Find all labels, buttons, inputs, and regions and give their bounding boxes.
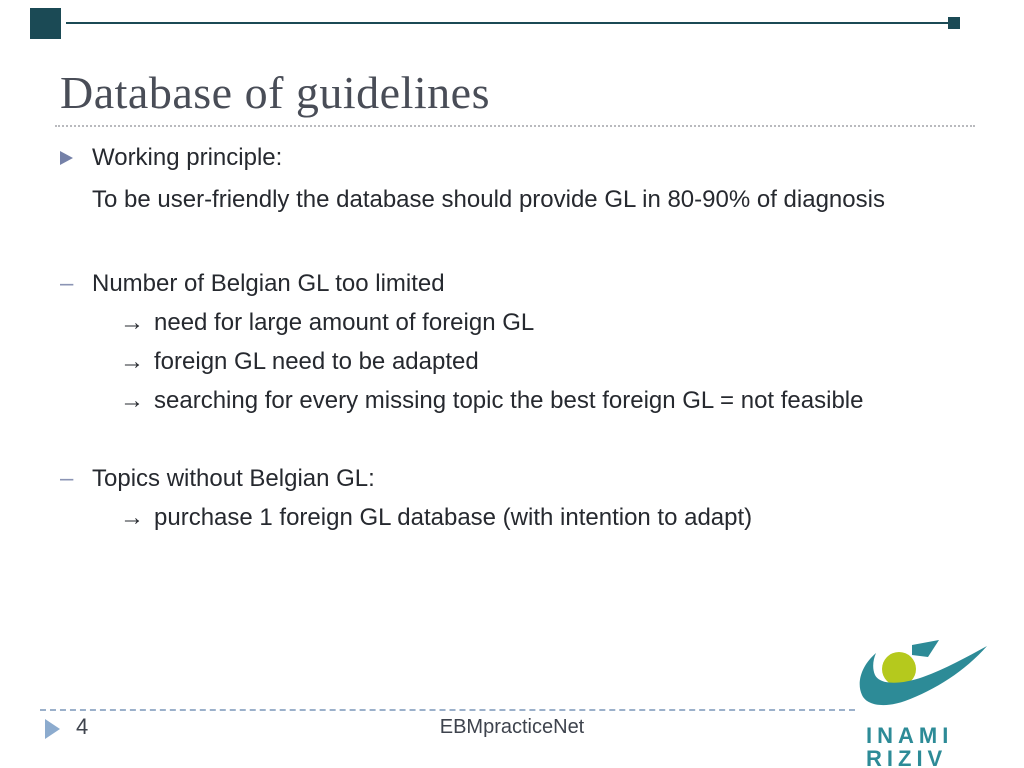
header-accent-square [30, 8, 61, 39]
logo-text-line2: RIZIV [866, 746, 948, 768]
arrow-item-text: need for large amount of foreign GL [154, 309, 535, 336]
footer-text: EBMpracticeNet [439, 716, 585, 738]
arrow-item-text: purchase 1 foreign GL database (with intention to adapt) [154, 504, 753, 531]
logo-flag [912, 640, 939, 657]
arrow-icon: → [120, 387, 144, 414]
arrow-item [60, 348, 990, 376]
header-accent-rule [66, 22, 948, 24]
inami-riziv-logo [855, 638, 1005, 768]
triangle-bullet-icon [60, 144, 92, 172]
dash-bullet-icon: – [60, 270, 74, 297]
dash-item-text: Topics without Belgian GL: [92, 465, 375, 492]
dash-item-topics-without [60, 465, 990, 493]
dash-item-belgian-gl [60, 270, 990, 298]
slide-title: Database of guidelines [60, 67, 490, 118]
page-number: 4 [76, 714, 89, 739]
arrow-item [60, 387, 990, 415]
footer-divider-dashed [40, 709, 855, 711]
dash-bullet-icon: – [60, 465, 74, 492]
bullet-text: Working principle: [92, 144, 283, 171]
logo-text-line1: INAMI [866, 723, 954, 748]
detail-text: To be user-friendly the database should provide GL in 80-90% of diagnosis [92, 186, 885, 213]
slide-body [60, 144, 990, 532]
dash-item-text: Number of Belgian GL too limited [92, 270, 445, 297]
arrow-icon: → [120, 348, 144, 375]
title-divider-dotted [55, 125, 975, 127]
arrow-item [60, 309, 990, 337]
bullet-item-working-principle [60, 144, 990, 172]
arrow-icon: → [120, 309, 144, 336]
header-accent-endcap [948, 17, 960, 29]
arrow-item [60, 504, 990, 532]
arrow-item-text: searching for every missing topic the best foreign GL = not feasible [154, 387, 864, 414]
arrow-icon: → [120, 504, 144, 531]
arrow-item-text: foreign GL need to be adapted [154, 348, 479, 375]
working-principle-detail [60, 186, 990, 214]
